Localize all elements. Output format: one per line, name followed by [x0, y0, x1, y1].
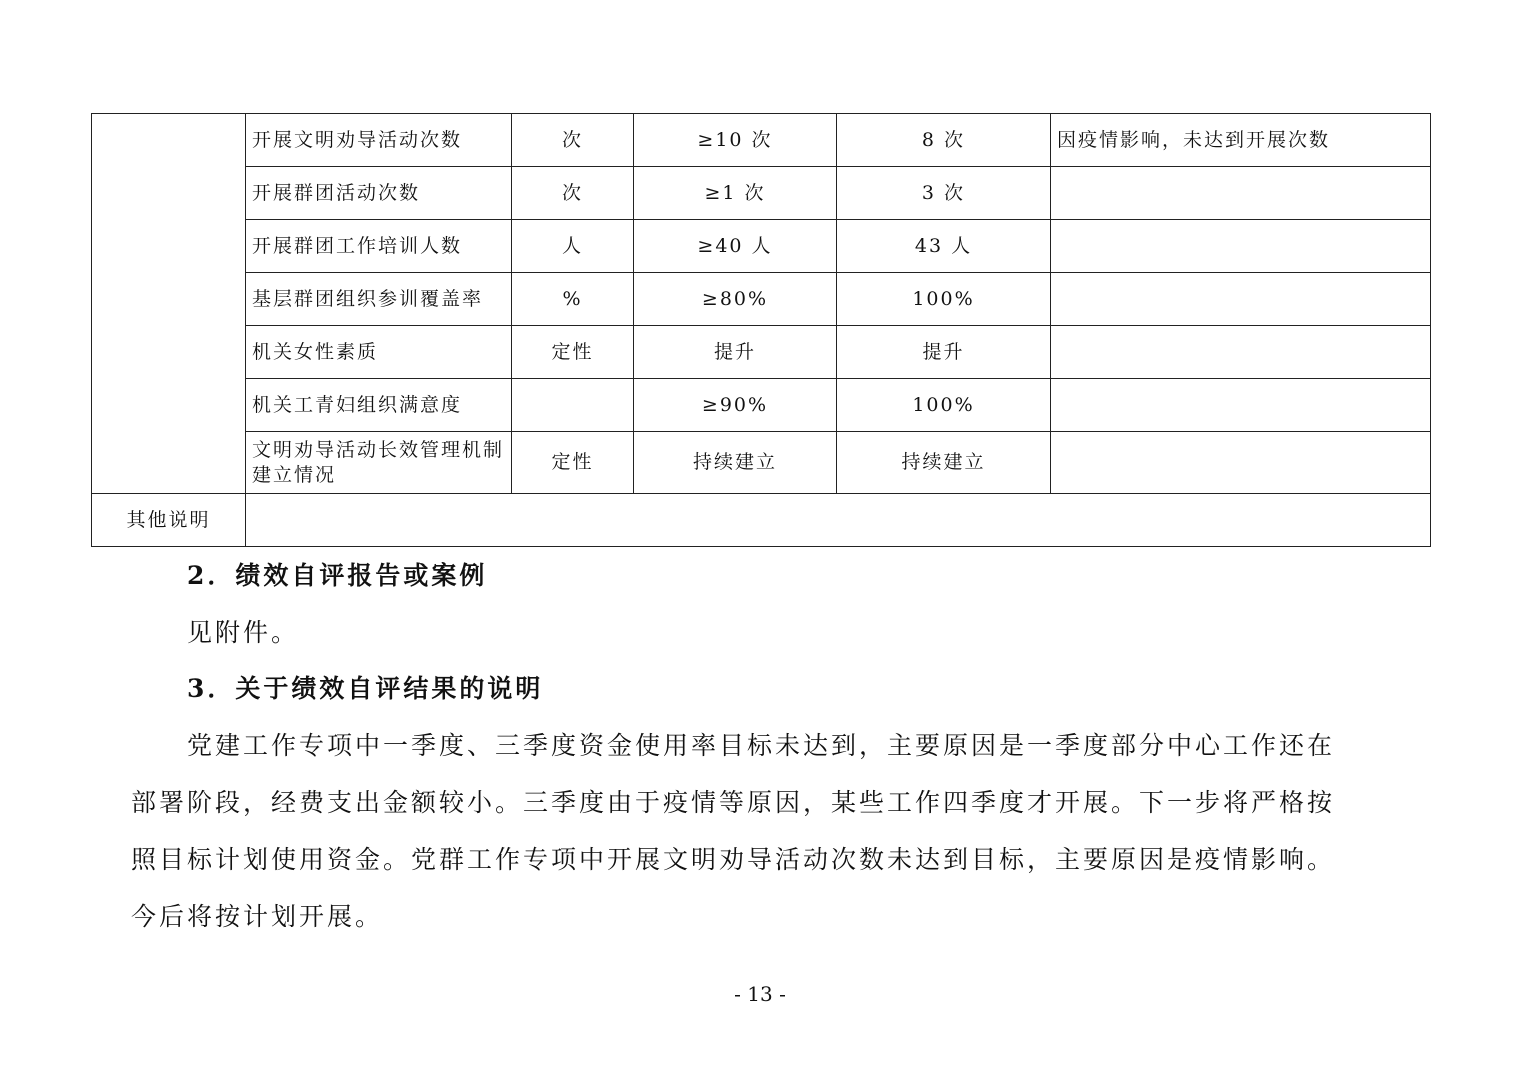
indicator-cell: 基层群团组织参训覆盖率 — [246, 273, 512, 326]
note-cell — [1051, 432, 1431, 494]
actual-cell: 100% — [837, 379, 1051, 432]
other-notes-row — [92, 494, 1431, 547]
actual-cell: 43 人 — [837, 220, 1051, 273]
table-row — [92, 114, 1431, 167]
note-cell — [1051, 379, 1431, 432]
actual-cell: 持续建立 — [837, 432, 1051, 494]
actual-cell: 提升 — [837, 326, 1051, 379]
table-row — [92, 167, 1431, 220]
table-row — [92, 432, 1431, 494]
section-2-heading: 2．绩效自评报告或案例 — [187, 561, 488, 590]
section-3-heading: 3．关于绩效自评结果的说明 — [187, 674, 544, 703]
unit-cell: 定性 — [512, 326, 634, 379]
unit-cell: % — [512, 273, 634, 326]
note-cell — [1051, 167, 1431, 220]
unit-cell — [512, 379, 634, 432]
unit-cell: 次 — [512, 167, 634, 220]
indicator-cell: 开展文明劝导活动次数 — [246, 114, 512, 167]
table-row — [92, 326, 1431, 379]
actual-cell: 3 次 — [837, 167, 1051, 220]
indicator-cell: 文明劝导活动长效管理机制建立情况 — [246, 432, 512, 494]
table-row — [92, 379, 1431, 432]
section-3-line: 今后将按计划开展。 — [131, 902, 384, 931]
performance-table — [91, 113, 1431, 547]
target-cell: ≥80% — [634, 273, 837, 326]
table-row — [92, 273, 1431, 326]
other-notes-value — [246, 494, 1431, 547]
section-3-line: 照目标计划使用资金。党群工作专项中开展文明劝导活动次数未达到目标，主要原因是疫情影响。 — [131, 845, 1336, 874]
group-cell — [92, 114, 246, 494]
target-cell: 持续建立 — [634, 432, 837, 494]
page-number: - 13 - — [734, 982, 786, 1006]
target-cell: ≥40 人 — [634, 220, 837, 273]
other-notes-label: 其他说明 — [92, 494, 246, 547]
indicator-cell: 开展群团活动次数 — [246, 167, 512, 220]
target-cell: ≥10 次 — [634, 114, 837, 167]
unit-cell: 次 — [512, 114, 634, 167]
actual-cell: 100% — [837, 273, 1051, 326]
target-cell: ≥90% — [634, 379, 837, 432]
unit-cell: 定性 — [512, 432, 634, 494]
table-row — [92, 220, 1431, 273]
section-3-line: 部署阶段，经费支出金额较小。三季度由于疫情等原因，某些工作四季度才开展。下一步将严格按 — [131, 788, 1336, 817]
section-3-line: 党建工作专项中一季度、三季度资金使用率目标未达到，主要原因是一季度部分中心工作还在 — [187, 731, 1336, 760]
note-cell — [1051, 326, 1431, 379]
indicator-cell: 机关女性素质 — [246, 326, 512, 379]
actual-cell: 8 次 — [837, 114, 1051, 167]
target-cell: 提升 — [634, 326, 837, 379]
unit-cell: 人 — [512, 220, 634, 273]
section-2-body: 见附件。 — [187, 618, 300, 647]
note-cell — [1051, 220, 1431, 273]
note-cell — [1051, 273, 1431, 326]
indicator-cell: 机关工青妇组织满意度 — [246, 379, 512, 432]
indicator-cell: 开展群团工作培训人数 — [246, 220, 512, 273]
target-cell: ≥1 次 — [634, 167, 837, 220]
note-cell: 因疫情影响，未达到开展次数 — [1051, 114, 1431, 167]
